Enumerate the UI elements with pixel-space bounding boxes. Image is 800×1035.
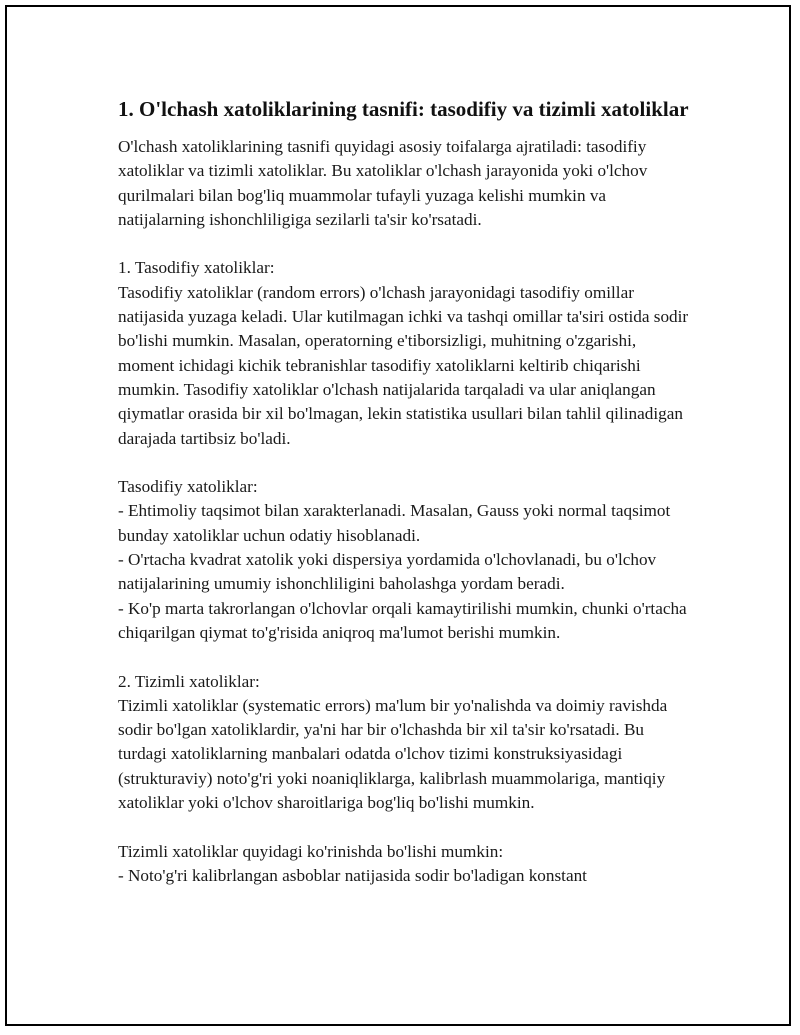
section1-body: Tasodifiy xatoliklar (random errors) o'lchash jarayonidagi tasodifiy omillar natijasida yuzaga keladi. Ular kutilmagan ichki va tashqi omillar ta'siri ostida sodir bo'lishi mumkin. Masalan, operatorning e'tiborsizligi, muhitning o'zgarishi, moment ichidagi kichik tebranishlar tasodifiy xatoliklarni keltirib chiqarishi mumkin. Tasodifiy xatoliklar o'lchash natijalarida tarqaladi va ular aniqlangan qiymatlar orasida bir xil bo'lmagan, lekin statistika usullari bilan tahlil qilinadigan darajada tartibsiz bo'ladi. [118, 282, 689, 448]
list-item: - Ehtimoliy taqsimot bilan xarakterlanadi. Masalan, Gauss yoki normal taqsimot bunday xatoliklar uchun odatiy hisoblanadi. [118, 501, 671, 545]
document-body [118, 95, 693, 888]
paragraph-spacer [118, 645, 693, 669]
paragraph-spacer [118, 451, 693, 475]
section1-title: 1. Tasodifiy xatoliklar: [118, 258, 275, 278]
list-item: - O'rtacha kvadrat xatolik yoki dispersiya yordamida o'lchovlanadi, bu o'lchov natijalarining umumiy ishonchliligini baholashga yordam beradi. [118, 550, 657, 594]
section2-list-title: Tizimli xatoliklar quyidagi ko'rinishda bo'lishi mumkin: [118, 841, 504, 861]
section2-body: Tizimli xatoliklar (systematic errors) ma'lum bir yo'nalishda va doimiy ravishda sodir bo'lgan xatoliklardir, ya'ni har bir o'lchashda bir xil ta'sir ko'rsatadi. Bu turdagi xatoliklarning manbalari odatda o'lchov tizimi konstruksiyasidagi (strukturaviy) noto'g'ri yoki noaniqliklarga, kalibrlash muammolariga, mantiqiy xatoliklar yoki o'lchov sharoitlariga bog'liq bo'lishi mumkin. [118, 695, 668, 813]
paragraph-spacer [118, 232, 693, 256]
paragraph-spacer [118, 815, 693, 839]
document-heading: 1. O'lchash xatoliklarining tasnifi: tasodifiy va tizimli xatoliklar [118, 97, 689, 121]
intro-paragraph: O'lchash xatoliklarining tasnifi quyidagi asosiy toifalarga ajratiladi: tasodifiy xatoliklar va tizimli xatoliklar. Bu xatoliklar o'lchash jarayonida yoki o'lchov qurilmalari bilan bog'liq muammolar tufayli yuzaga kelishi mumkin va natijalarning ishonchliligiga sezilarli ta'sir ko'rsatadi. [118, 137, 648, 229]
list-item: - Noto'g'ri kalibrlangan asboblar natijasida sodir bo'ladigan konstant [118, 865, 587, 885]
list-item: - Ko'p marta takrorlangan o'lchovlar orqali kamaytirilishi mumkin, chunki o'rtacha chiqarilgan qiymat to'g'risida aniqroq ma'lumot berishi mumkin. [118, 598, 687, 642]
section2-title: 2. Tizimli xatoliklar: [118, 671, 260, 691]
section1-list-title: Tasodifiy xatoliklar: [118, 477, 258, 497]
